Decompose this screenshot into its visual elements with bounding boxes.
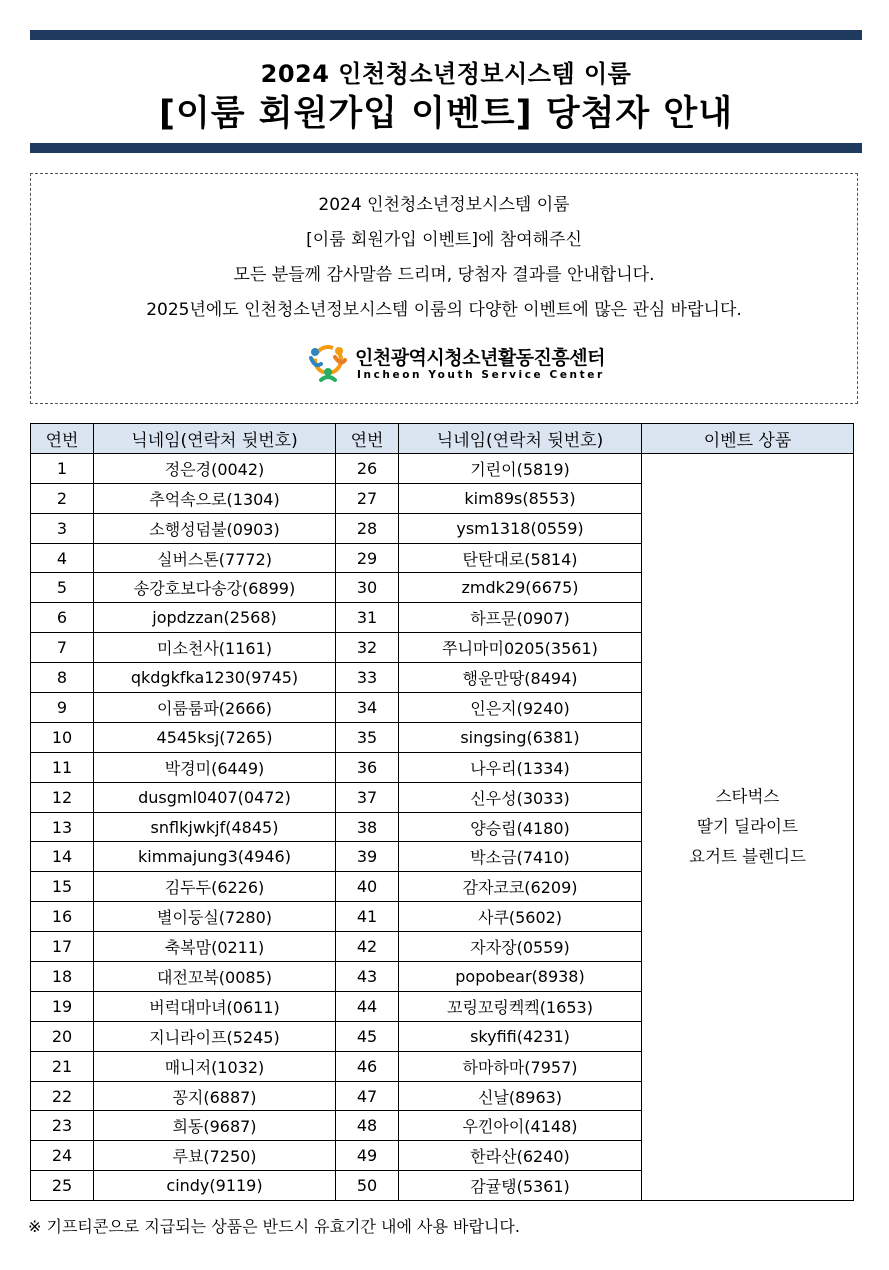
row-number: 17 — [31, 932, 94, 962]
table-row — [31, 453, 854, 483]
row-nickname: 신날(8963) — [399, 1081, 642, 1111]
row-number: 27 — [336, 483, 399, 513]
row-number: 35 — [336, 722, 399, 752]
row-nickname: 하프문(0907) — [399, 603, 642, 633]
row-nickname: skyfifi(4231) — [399, 1021, 642, 1051]
row-nickname: 꼬링꼬링켁켁(1653) — [399, 991, 642, 1021]
row-nickname: 대전꼬북(0085) — [94, 962, 336, 992]
row-nickname: 김두두(6226) — [94, 872, 336, 902]
row-number: 15 — [31, 872, 94, 902]
top-divider-bar — [30, 30, 862, 40]
row-number: 13 — [31, 812, 94, 842]
row-number: 42 — [336, 932, 399, 962]
row-number: 25 — [31, 1171, 94, 1201]
row-nickname: 기린이(5819) — [399, 453, 642, 483]
prize-cell — [642, 453, 854, 1200]
row-nickname: 4545ksj(7265) — [94, 722, 336, 752]
row-number: 47 — [336, 1081, 399, 1111]
row-number: 41 — [336, 902, 399, 932]
row-number: 30 — [336, 573, 399, 603]
row-number: 12 — [31, 782, 94, 812]
row-nickname: 자자장(0559) — [399, 932, 642, 962]
prize-line: 딸기 딜라이트 — [697, 817, 798, 837]
prize-line: 스타벅스 — [715, 787, 780, 807]
row-nickname: 쭈니마미0205(3561) — [399, 633, 642, 663]
row-nickname: 축복맘(0211) — [94, 932, 336, 962]
page-title: [이룸 회원가입 이벤트] 당첨자 안내 — [158, 94, 734, 134]
row-nickname: 신우성(3033) — [399, 782, 642, 812]
organization-name-korean: 인천광역시청소년활동진흥센터 — [355, 347, 605, 369]
row-number: 7 — [31, 633, 94, 663]
row-nickname: qkdgkfka1230(9745) — [94, 663, 336, 693]
row-number: 20 — [31, 1021, 94, 1051]
row-number: 3 — [31, 513, 94, 543]
row-number: 46 — [336, 1051, 399, 1081]
row-number: 8 — [31, 663, 94, 693]
row-nickname: zmdk29(6675) — [399, 573, 642, 603]
row-nickname: popobear(8938) — [399, 962, 642, 992]
row-number: 37 — [336, 782, 399, 812]
row-nickname: 이룸룸파(2666) — [94, 693, 336, 723]
row-number: 44 — [336, 991, 399, 1021]
organization-name-english: Incheon Youth Service Center — [357, 369, 605, 381]
row-number: 2 — [31, 483, 94, 513]
row-nickname: 버럭대마녀(0611) — [94, 991, 336, 1021]
row-number: 9 — [31, 693, 94, 723]
row-nickname: kimmajung3(4946) — [94, 842, 336, 872]
row-number: 39 — [336, 842, 399, 872]
footnote: ※ 기프티콘으로 지급되는 상품은 반드시 유효기간 내에 사용 바랍니다. — [28, 1217, 520, 1236]
row-number: 48 — [336, 1111, 399, 1141]
row-number: 45 — [336, 1021, 399, 1051]
row-number: 29 — [336, 543, 399, 573]
row-nickname: ysm1318(0559) — [399, 513, 642, 543]
row-number: 11 — [31, 752, 94, 782]
column-header-nickname: 닉네임(연락처 뒷번호) — [94, 424, 336, 454]
row-nickname: 루뵤(7250) — [94, 1141, 336, 1171]
row-nickname: cindy(9119) — [94, 1171, 336, 1201]
winners-table — [30, 423, 854, 1201]
notice-line: 2024 인천청소년정보시스템 이룸 — [318, 195, 570, 215]
row-nickname: snflkjwkjf(4845) — [94, 812, 336, 842]
notice-line: [이룸 회원가입 이벤트]에 참여해주신 — [306, 230, 582, 250]
prize-line: 요거트 블렌디드 — [689, 847, 806, 867]
row-number: 21 — [31, 1051, 94, 1081]
organization-logo — [305, 342, 605, 386]
row-number: 6 — [31, 603, 94, 633]
row-nickname: 소행성덤불(0903) — [94, 513, 336, 543]
row-nickname: 우낀아이(4148) — [399, 1111, 642, 1141]
youth-people-logo-icon — [305, 342, 351, 384]
row-nickname: kim89s(8553) — [399, 483, 642, 513]
row-nickname: 감자코코(6209) — [399, 872, 642, 902]
row-nickname: 추억속으로(1304) — [94, 483, 336, 513]
row-number: 4 — [31, 543, 94, 573]
row-number: 34 — [336, 693, 399, 723]
row-number: 31 — [336, 603, 399, 633]
row-nickname: 박경미(6449) — [94, 752, 336, 782]
row-nickname: 행운만땅(8494) — [399, 663, 642, 693]
table-header-row — [31, 424, 854, 454]
row-nickname: 나우리(1334) — [399, 752, 642, 782]
row-number: 28 — [336, 513, 399, 543]
row-nickname: 실버스톤(7772) — [94, 543, 336, 573]
row-nickname: 별이둥실(7280) — [94, 902, 336, 932]
row-number: 24 — [31, 1141, 94, 1171]
row-nickname: 하마하마(7957) — [399, 1051, 642, 1081]
row-number: 26 — [336, 453, 399, 483]
row-nickname: 정은경(0042) — [94, 453, 336, 483]
row-nickname: 꽁지(6887) — [94, 1081, 336, 1111]
column-header-number: 연번 — [31, 424, 94, 454]
row-nickname: 감귤탱(5361) — [399, 1171, 642, 1201]
column-header-number: 연번 — [336, 424, 399, 454]
row-number: 38 — [336, 812, 399, 842]
row-number: 14 — [31, 842, 94, 872]
row-number: 5 — [31, 573, 94, 603]
notice-box — [30, 173, 858, 404]
row-number: 19 — [31, 991, 94, 1021]
row-nickname: singsing(6381) — [399, 722, 642, 752]
row-number: 49 — [336, 1141, 399, 1171]
row-number: 16 — [31, 902, 94, 932]
row-nickname: jopdzzan(2568) — [94, 603, 336, 633]
row-number: 10 — [31, 722, 94, 752]
bottom-divider-bar — [30, 143, 862, 153]
row-nickname: 희동(9687) — [94, 1111, 336, 1141]
row-number: 36 — [336, 752, 399, 782]
row-nickname: 송강호보다송강(6899) — [94, 573, 336, 603]
row-number: 50 — [336, 1171, 399, 1201]
column-header-prize: 이벤트 상품 — [642, 424, 854, 454]
row-nickname: 탄탄대로(5814) — [399, 543, 642, 573]
notice-line: 모든 분들께 감사말씀 드리며, 당첨자 결과를 안내합니다. — [233, 265, 655, 285]
row-nickname: 양승립(4180) — [399, 812, 642, 842]
row-nickname: 박소금(7410) — [399, 842, 642, 872]
row-number: 22 — [31, 1081, 94, 1111]
row-number: 32 — [336, 633, 399, 663]
row-number: 43 — [336, 962, 399, 992]
column-header-nickname: 닉네임(연락처 뒷번호) — [399, 424, 642, 454]
row-number: 23 — [31, 1111, 94, 1141]
row-nickname: 사쿠(5602) — [399, 902, 642, 932]
row-nickname: 한라산(6240) — [399, 1141, 642, 1171]
page-subtitle: 2024 인천청소년정보시스템 이룸 — [260, 60, 632, 88]
row-number: 18 — [31, 962, 94, 992]
notice-line: 2025년에도 인천청소년정보시스템 이룸의 다양한 이벤트에 많은 관심 바랍니다. — [146, 300, 742, 320]
row-number: 33 — [336, 663, 399, 693]
row-nickname: 미소천사(1161) — [94, 633, 336, 663]
row-number: 1 — [31, 453, 94, 483]
row-nickname: 인은지(9240) — [399, 693, 642, 723]
row-nickname: 지니라이프(5245) — [94, 1021, 336, 1051]
winners-table-body — [31, 453, 854, 1200]
row-number: 40 — [336, 872, 399, 902]
row-nickname: dusgml0407(0472) — [94, 782, 336, 812]
row-nickname: 매니저(1032) — [94, 1051, 336, 1081]
